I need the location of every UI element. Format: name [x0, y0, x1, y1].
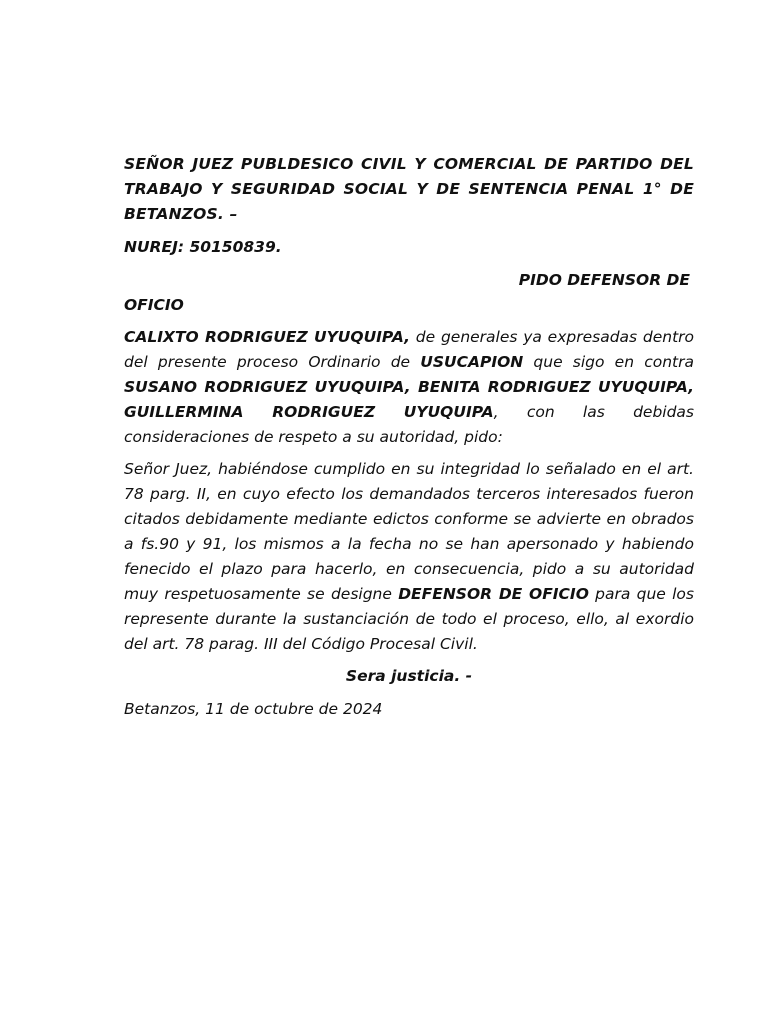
case-type: USUCAPION [420, 353, 524, 371]
court-heading: SEÑOR JUEZ PUBLDESICO CIVIL Y COMERCIAL DE PARTIDO DEL TRABAJO Y SEGURIDAD SOCIAL Y DE SENTENCIA PENAL 1° DE BETANZOS. – [124, 155, 694, 223]
body-emphasis: DEFENSOR DE OFICIO [398, 585, 589, 603]
closing-line: Sera justicia. - [345, 667, 473, 685]
document-content [124, 152, 694, 722]
body-text-1: Señor Juez, habiéndose cumplido en su integridad lo señalado en el art. 78 parg. II, en cuyo efecto los demandados terceros interesados fueron citados debidamente mediante edictos conforme se advierte en obrados a fs.90 y 91, los mismos a la fecha no se han apersonado y habiendo fenecido el plazo para hacerlo, en consecuencia, pido a su autoridad muy respetuosamente se designe [124, 460, 694, 603]
intro-text-3: , con las debidas consideraciones de respeto a su autoridad, pido: [124, 403, 694, 446]
intro-paragraph [124, 325, 694, 450]
body-text-2: para que los represente durante la sustanciación de todo el proceso, ello, al exordio del art. 78 parag. III del Código Procesal Civil. [124, 585, 694, 653]
body-paragraph [124, 457, 694, 657]
petition-title-line1: PIDO DEFENSOR DE [518, 271, 690, 289]
petition-title-line2: OFICIO [124, 296, 184, 314]
intro-text-1: de generales ya expresadas dentro del presente proceso Ordinario de [124, 328, 695, 371]
defendants: SUSANO RODRIGUEZ UYUQUIPA, BENITA RODRIGUEZ UYUQUIPA, GUILLERMINA RODRIGUEZ UYUQUIPA [124, 378, 694, 421]
party-name: CALIXTO RODRIGUEZ UYUQUIPA, [124, 328, 411, 346]
nurej-number: NUREJ: 50150839. [124, 238, 282, 256]
intro-text-2: que sigo en contra [523, 353, 694, 371]
date-line: Betanzos, 11 de octubre de 2024 [124, 700, 383, 718]
